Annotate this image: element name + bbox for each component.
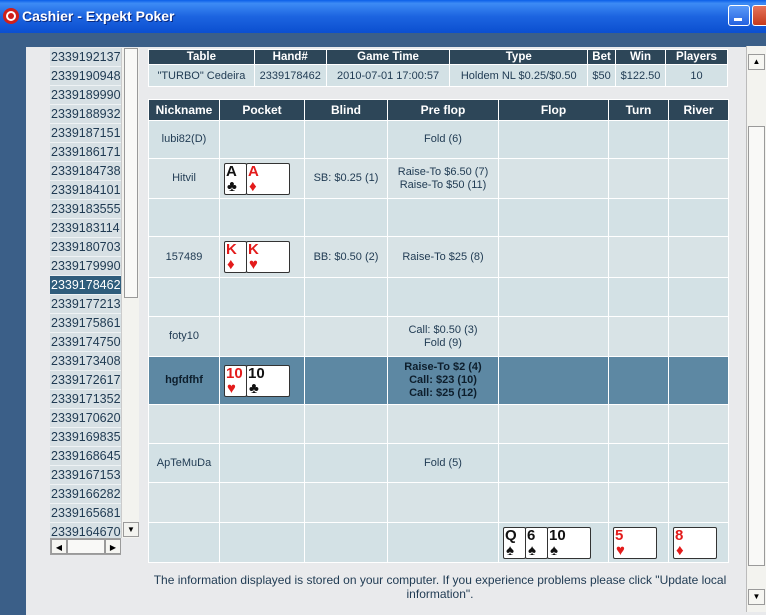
preflop-action: Call: $0.50 (3): [408, 323, 478, 336]
scroll-down-arrow-icon[interactable]: ▼: [748, 589, 765, 605]
preflop-cell: [388, 121, 499, 159]
hand-list-item[interactable]: 2339183555: [50, 200, 121, 219]
flop-cell: [499, 357, 609, 405]
hand-list-item[interactable]: 2339187151: [50, 124, 121, 143]
nickname-cell: [149, 405, 220, 444]
hand-history-list[interactable]: [50, 48, 121, 538]
playing-card: [246, 365, 290, 397]
blind-cell: [305, 121, 388, 159]
card-suit-icon: ♥: [227, 379, 236, 397]
turn-cell: [609, 357, 669, 405]
pocket-cell: [220, 159, 305, 199]
hand-list-item[interactable]: 2339168645: [50, 447, 121, 466]
local-storage-note: The information displayed is stored on your computer. If you experience problems please click "Update local information".: [153, 573, 727, 601]
card-suit-icon: ♥: [249, 256, 258, 273]
river-cell: [669, 523, 729, 563]
table-row[interactable]: [149, 237, 729, 278]
scroll-thumb[interactable]: [67, 539, 105, 554]
preflop-action: Raise-To $6.50 (7): [397, 165, 489, 178]
preflop-action: Raise-To $50 (11): [399, 178, 487, 191]
hand-list-item[interactable]: 2339173408: [50, 352, 121, 371]
hand-list-vertical-scrollbar[interactable]: [121, 48, 139, 538]
river-cell: [669, 317, 729, 357]
card-suit-icon: ♠: [550, 541, 558, 559]
flop-cell: [499, 523, 609, 563]
table-row[interactable]: [149, 483, 729, 523]
info-column-header: Type: [450, 50, 588, 65]
page-vertical-scrollbar[interactable]: [746, 46, 766, 612]
playing-card: [547, 527, 591, 559]
playing-card: [246, 163, 290, 195]
turn-cell: [609, 405, 669, 444]
nickname-cell: [149, 523, 220, 563]
hand-actions-table: [148, 99, 729, 563]
hand-list-item[interactable]: 2339183114: [50, 219, 121, 238]
hand-list-item[interactable]: 2339166282: [50, 485, 121, 504]
pocket-cell: [220, 199, 305, 237]
playing-card: [613, 527, 657, 559]
hand-column-header: Pocket: [220, 100, 305, 121]
turn-cell: [609, 317, 669, 357]
hand-list-item[interactable]: 2339164670: [50, 523, 121, 538]
pocket-cell: [220, 317, 305, 357]
minimize-icon: [734, 18, 742, 21]
card-suit-icon: ♦: [676, 541, 684, 559]
card-rank: A: [226, 162, 237, 180]
nickname-cell: ApTeMuDa: [149, 444, 220, 483]
playing-card: [224, 163, 247, 195]
turn-cell: [609, 278, 669, 317]
card-suit-icon: ♠: [506, 541, 514, 559]
scroll-left-arrow-icon[interactable]: ◀: [51, 539, 67, 554]
hand-list-item[interactable]: 2339189990: [50, 86, 121, 105]
hand-column-header: Blind: [305, 100, 388, 121]
card-rank: 8: [675, 526, 684, 544]
blind-cell: [305, 199, 388, 237]
playing-card: [224, 365, 247, 397]
close-button[interactable]: [752, 5, 766, 26]
hand-info-table: [148, 49, 728, 87]
hand-list-item[interactable]: 2339192137: [50, 48, 121, 67]
info-cell: $50: [588, 65, 616, 87]
blind-cell: [305, 444, 388, 483]
hand-list-item[interactable]: 2339167153: [50, 466, 121, 485]
river-cell: [669, 483, 729, 523]
hand-list-item[interactable]: 2339188932: [50, 105, 121, 124]
card-group: [220, 163, 304, 195]
blind-cell: [305, 523, 388, 563]
card-group: [609, 527, 668, 559]
table-row[interactable]: [149, 278, 729, 317]
card-suit-icon: ♣: [249, 379, 259, 397]
card-group: [499, 527, 608, 559]
hand-list-item[interactable]: 2339184101: [50, 181, 121, 200]
table-row[interactable]: [149, 357, 729, 405]
hand-list-item[interactable]: 2339179990: [50, 257, 121, 276]
hand-column-header: River: [669, 100, 729, 121]
scroll-up-arrow-icon[interactable]: ▲: [748, 54, 765, 70]
playing-card: [503, 527, 526, 559]
window-title: Cashier - Expekt Poker: [22, 8, 175, 24]
table-row[interactable]: [149, 121, 729, 159]
preflop-cell: [388, 159, 499, 199]
scroll-thumb[interactable]: [748, 126, 765, 566]
turn-cell: [609, 523, 669, 563]
card-group: [220, 241, 304, 273]
card-rank: 5: [615, 526, 624, 544]
preflop-cell: [388, 483, 499, 523]
hand-list-item[interactable]: 2339180703: [50, 238, 121, 257]
turn-cell: [609, 483, 669, 523]
expekt-logo-icon: [3, 8, 19, 24]
minimize-button[interactable]: [728, 5, 750, 26]
pocket-cell: [220, 523, 305, 563]
preflop-cell: [388, 405, 499, 444]
preflop-cell: [388, 237, 499, 278]
card-suit-icon: ♦: [227, 256, 235, 273]
table-row[interactable]: [149, 317, 729, 357]
card-rank: K: [226, 241, 237, 258]
scroll-thumb[interactable]: [124, 48, 138, 298]
pocket-cell: [220, 237, 305, 278]
nickname-cell: [149, 278, 220, 317]
river-cell: [669, 121, 729, 159]
pocket-cell: [220, 121, 305, 159]
card-rank: 6: [527, 526, 536, 544]
nickname-cell: [149, 199, 220, 237]
pocket-cell: [220, 405, 305, 444]
preflop-cell: [388, 444, 499, 483]
blind-cell: BB: $0.50 (2): [305, 237, 388, 278]
preflop-action: Raise-To $25 (8): [402, 250, 484, 263]
hand-list-item[interactable]: 2339165681: [50, 504, 121, 523]
card-rank: 10: [226, 364, 243, 382]
preflop-action: Fold (9): [424, 336, 462, 349]
info-column-header: Hand#: [254, 50, 326, 65]
pocket-cell: [220, 357, 305, 405]
preflop-action: Fold (6): [424, 133, 462, 145]
info-cell: Holdem NL $0.25/$0.50: [450, 65, 588, 87]
preflop-cell: [388, 523, 499, 563]
turn-cell: [609, 444, 669, 483]
hand-list-item[interactable]: 2339175861: [50, 314, 121, 333]
card-rank: K: [248, 241, 259, 258]
pocket-cell: [220, 278, 305, 317]
card-rank: Q: [505, 526, 517, 544]
flop-cell: [499, 405, 609, 444]
river-cell: [669, 357, 729, 405]
hand-list-item[interactable]: 2339186171: [50, 143, 121, 162]
flop-cell: [499, 483, 609, 523]
flop-cell: [499, 121, 609, 159]
hand-list-item[interactable]: 2339169835: [50, 428, 121, 447]
hand-list-item[interactable]: 2339172617: [50, 371, 121, 390]
flop-cell: [499, 317, 609, 357]
info-cell: 2339178462: [254, 65, 326, 87]
hand-list-item[interactable]: 2339174750: [50, 333, 121, 352]
hand-column-header: Pre flop: [388, 100, 499, 121]
river-cell: [669, 159, 729, 199]
nickname-cell: Hitvil: [149, 159, 220, 199]
blind-cell: [305, 483, 388, 523]
preflop-cell: [388, 278, 499, 317]
preflop-action: Call: $25 (12): [409, 387, 477, 399]
nickname-cell: lubi82(D): [149, 121, 220, 159]
card-suit-icon: ♥: [616, 541, 625, 559]
flop-cell: [499, 444, 609, 483]
card-suit-icon: ♠: [528, 541, 536, 559]
nickname-cell: 157489: [149, 237, 220, 278]
preflop-cell: [388, 199, 499, 237]
hand-list-item[interactable]: 2339190948: [50, 67, 121, 86]
blind-cell: [305, 405, 388, 444]
hand-list-item[interactable]: 2339178462: [50, 276, 121, 295]
blind-cell: [305, 317, 388, 357]
turn-cell: [609, 121, 669, 159]
hand-column-header: Flop: [499, 100, 609, 121]
turn-cell: [609, 199, 669, 237]
table-row[interactable]: [149, 199, 729, 237]
card-group: [669, 527, 728, 559]
scroll-right-arrow-icon[interactable]: ▶: [105, 539, 121, 554]
info-column-header: Players: [666, 50, 728, 65]
info-cell: $122.50: [616, 65, 666, 87]
river-cell: [669, 405, 729, 444]
flop-cell: [499, 237, 609, 278]
hand-column-header: Nickname: [149, 100, 220, 121]
card-rank: A: [248, 162, 259, 180]
hand-column-header: Turn: [609, 100, 669, 121]
flop-cell: [499, 278, 609, 317]
pocket-cell: [220, 483, 305, 523]
turn-cell: [609, 237, 669, 278]
card-suit-icon: ♣: [227, 177, 237, 195]
river-cell: [669, 199, 729, 237]
preflop-action: Call: $23 (10): [409, 374, 477, 386]
title-bar: [0, 0, 766, 33]
info-cell: 2010-07-01 17:00:57: [326, 65, 450, 87]
flop-cell: [499, 199, 609, 237]
river-cell: [669, 444, 729, 483]
preflop-cell: [388, 317, 499, 357]
card-group: [220, 365, 304, 397]
info-cell: 10: [666, 65, 728, 87]
nickname-cell: hgfdfhf: [149, 357, 220, 405]
info-column-header: Table: [149, 50, 255, 65]
blind-cell: [305, 357, 388, 405]
playing-card: [224, 241, 247, 273]
flop-cell: [499, 159, 609, 199]
info-column-header: Game Time: [326, 50, 450, 65]
river-cell: [669, 278, 729, 317]
info-cell: "TURBO" Cedeira: [149, 65, 255, 87]
river-cell: [669, 237, 729, 278]
hand-list-item[interactable]: 2339171352: [50, 390, 121, 409]
playing-card: [673, 527, 717, 559]
info-column-header: Bet: [588, 50, 616, 65]
hand-list-item[interactable]: 2339170620: [50, 409, 121, 428]
hand-list-horizontal-scrollbar[interactable]: [50, 538, 121, 555]
pocket-cell: [220, 444, 305, 483]
card-suit-icon: ♦: [249, 177, 257, 195]
turn-cell: [609, 159, 669, 199]
blind-cell: [305, 278, 388, 317]
nickname-cell: [149, 483, 220, 523]
hand-list-item[interactable]: 2339184738: [50, 162, 121, 181]
scroll-down-arrow-icon[interactable]: ▼: [123, 522, 139, 537]
nickname-cell: foty10: [149, 317, 220, 357]
table-row[interactable]: [149, 159, 729, 199]
preflop-cell: [388, 357, 499, 405]
playing-card: [246, 241, 290, 273]
preflop-action: Raise-To $2 (4): [404, 361, 482, 373]
playing-card: [525, 527, 548, 559]
hand-list-item[interactable]: 2339177213: [50, 295, 121, 314]
table-row[interactable]: [149, 523, 729, 563]
preflop-action: Fold (5): [424, 456, 462, 469]
card-rank: 10: [248, 364, 265, 382]
blind-cell: SB: $0.25 (1): [305, 159, 388, 199]
info-column-header: Win: [616, 50, 666, 65]
card-rank: 10: [549, 526, 566, 544]
table-row[interactable]: [149, 405, 729, 444]
table-row[interactable]: [149, 444, 729, 483]
